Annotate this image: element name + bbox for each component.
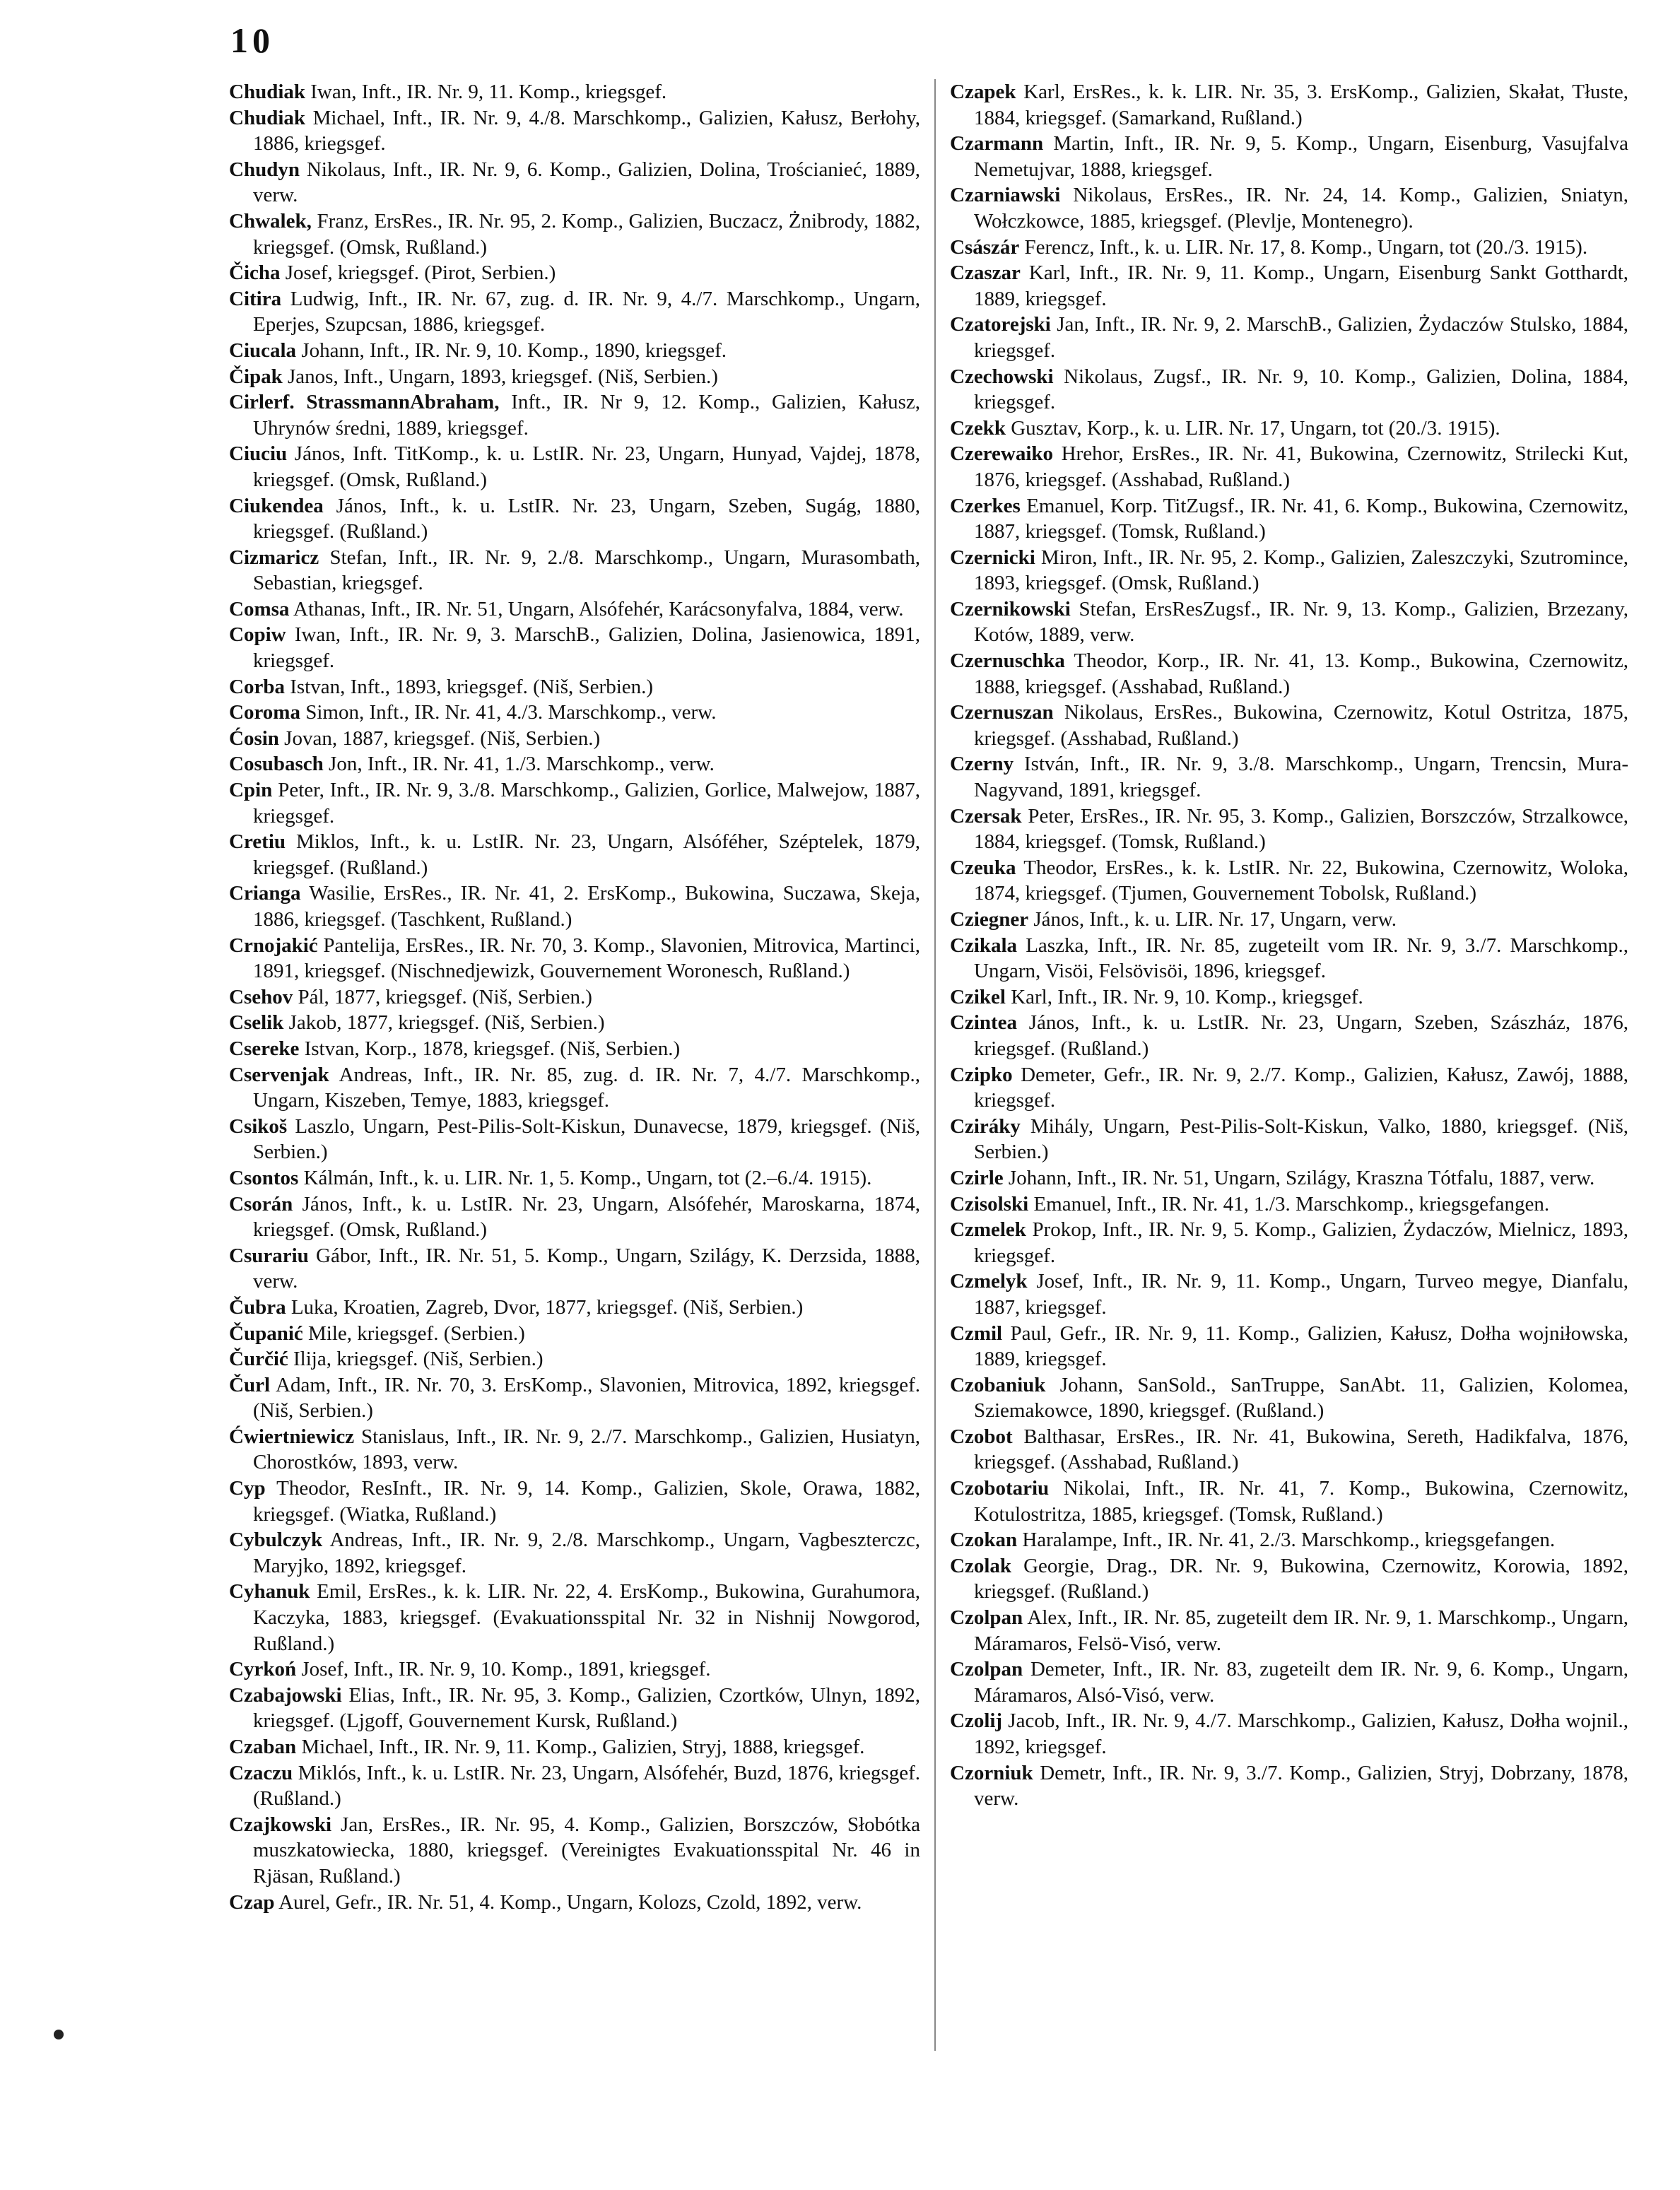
entry-details: Karl, Inft., IR. Nr. 9, 11. Komp., Ungarn, Eisenburg Sankt Gotthardt, 1889, kriegsgef. <box>974 261 1628 310</box>
entry-details: Peter, Inft., IR. Nr. 9, 3./8. Marschkomp., Galizien, Gorlice, Malwejow, 1887, kriegsgef. <box>253 779 921 828</box>
left-column <box>229 79 920 1915</box>
casualty-entry <box>950 596 1628 648</box>
casualty-entry <box>950 1372 1628 1424</box>
entry-details: Simon, Inft., IR. Nr. 41, 4./3. Marschkomp., verw. <box>305 701 717 724</box>
casualty-entry <box>950 1553 1628 1605</box>
entry-details: Laszka, Inft., IR. Nr. 85, zugeteilt vom IR. Nr. 9, 3./7. Marschkomp., Ungarn, Visöi, Felsövisöi, 1896, kriegsgef. <box>974 934 1629 983</box>
entry-surname: Czatorejski <box>950 313 1051 336</box>
casualty-entry <box>229 157 920 208</box>
entry-surname: Chudiak <box>229 106 306 129</box>
entry-surname: Czarniawski <box>950 184 1061 207</box>
entry-surname: Czaszar <box>950 261 1021 285</box>
entry-details: Athanas, Inft., IR. Nr. 51, Ungarn, Alsófehér, Karácsonyfalva, 1884, verw. <box>293 597 904 620</box>
casualty-entry <box>950 131 1628 182</box>
casualty-entry <box>950 1114 1628 1165</box>
entry-surname: Czolij <box>950 1709 1003 1733</box>
entry-details: Aurel, Gefr., IR. Nr. 51, 4. Komp., Ungarn, Kolozs, Czold, 1892, verw. <box>278 1890 862 1914</box>
casualty-entry <box>950 855 1628 907</box>
entry-details: Wasilie, ErsRes., IR. Nr. 41, 2. ErsKomp., Bukowina, Suczawa, Skeja, 1886, kriegsgef. (Taschkent, Rußland.) <box>253 882 920 931</box>
entry-details: Istvan, Inft., 1893, kriegsgef. (Niš, Serbien.) <box>290 675 654 698</box>
entry-surname: Czap <box>229 1890 275 1914</box>
entry-details: Alex, Inft., IR. Nr. 85, zugeteilt dem IR. Nr. 9, 1. Marschkomp., Ungarn, Máramaros, Felsö-Visó, verw. <box>974 1606 1628 1655</box>
casualty-entry <box>950 803 1628 855</box>
entry-details: Mile, kriegsgef. (Serbien.) <box>308 1321 525 1345</box>
entry-surname: Császár <box>950 235 1020 259</box>
entry-details: Mihály, Ungarn, Pest-Pilis-Solt-Kiskun, Valko, 1880, kriegsgef. (Niš, Serbien.) <box>974 1114 1628 1164</box>
entry-details: Adam, Inft., IR. Nr. 70, 3. ErsKomp., Slavonien, Mitrovica, 1892, kriegsgef. (Niš, Serbien.) <box>253 1373 920 1423</box>
entry-surname: Ćosin <box>229 726 279 750</box>
entry-surname: Cyrkoń <box>229 1658 297 1681</box>
entry-details: Ludwig, Inft., IR. Nr. 67, zug. d. IR. Nr. 9, 4./7. Marschkomp., Ungarn, Eperjes, Szupcsan, 1886, kriegsgef. <box>253 287 921 336</box>
entry-details: Hrehor, ErsRes., IR. Nr. 41, Bukowina, Czernowitz, Strilecki Kut, 1876, kriegsgef. (Asshabad, Rußland.) <box>974 442 1628 491</box>
casualty-entry <box>229 1812 920 1890</box>
entry-surname: Cybulczyk <box>229 1529 323 1552</box>
entry-surname: Cretiu <box>229 830 286 854</box>
casualty-entry <box>229 1165 920 1191</box>
entry-surname: Crnojakić <box>229 934 318 957</box>
casualty-entry <box>229 829 920 881</box>
entry-surname: Czerewaiko <box>950 442 1054 466</box>
entry-details: Johann, Inft., IR. Nr. 51, Ungarn, Szilágy, Kraszna Tótfalu, 1887, verw. <box>1008 1166 1595 1189</box>
entry-details: Istvan, Korp., 1878, kriegsgef. (Niš, Serbien.) <box>304 1037 681 1060</box>
casualty-entry <box>229 933 920 984</box>
entry-details: Michael, Inft., IR. Nr. 9, 4./8. Marschkomp., Galizien, Kałusz, Berłohy, 1886, kriegsgef. <box>253 106 921 155</box>
casualty-entry <box>950 260 1628 312</box>
casualty-entry <box>229 1191 920 1243</box>
casualty-entry <box>229 1760 920 1812</box>
casualty-entry <box>229 1372 920 1424</box>
entry-surname: Czobotariu <box>950 1477 1050 1500</box>
entry-surname: Ćwiertniewicz <box>229 1425 355 1448</box>
entry-details: Emil, ErsRes., k. k. LIR. Nr. 22, 4. ErsKomp., Bukowina, Gurahumora, Kaczyka, 1883, kriegsgef. (Evakuationsspital Nr. 32 in Nishnij Nowgorod, Rußland.) <box>253 1580 921 1655</box>
entry-details: Nikolaus, ErsRes., IR. Nr. 24, 14. Komp., Galizien, Sniatyn, Wołczkowce, 1885, kriegsgef. (Plevlje, Montenegro). <box>974 184 1629 232</box>
entry-surname: Czerny <box>950 753 1014 776</box>
entry-surname: Czobot <box>950 1425 1013 1448</box>
entry-details: Andreas, Inft., IR. Nr. 9, 2./8. Marschkomp., Ungarn, Vagbeszterczc, Maryjko, 1892, kriegsgef. <box>253 1529 920 1577</box>
entry-details: Nikolaus, Inft., IR. Nr. 9, 6. Komp., Galizien, Dolina, Trościanieć, 1889, verw. <box>253 158 921 207</box>
entry-details: Laszlo, Ungarn, Pest-Pilis-Solt-Kiskun, Dunavecse, 1879, kriegsgef. (Niš, Serbien.) <box>253 1114 920 1164</box>
entry-details: Josef, kriegsgef. (Pirot, Serbien.) <box>285 261 556 285</box>
entry-surname: Czmelyk <box>950 1270 1028 1293</box>
entry-details: Miron, Inft., IR. Nr. 95, 2. Komp., Galizien, Zaleszczyki, Szutromince, 1893, kriegsgef. (Omsk, Rußland.) <box>974 546 1628 595</box>
casualty-entry <box>229 674 920 700</box>
entry-details: Pál, 1877, kriegsgef. (Niš, Serbien.) <box>298 985 592 1008</box>
entry-details: Stefan, ErsResZugsf., IR. Nr. 9, 13. Komp., Galizien, Brzezany, Kotów, 1889, verw. <box>974 597 1629 647</box>
entry-surname: Czintea <box>950 1011 1018 1035</box>
casualty-entry <box>950 1268 1628 1320</box>
casualty-entry <box>229 777 920 829</box>
casualty-entry <box>229 1579 920 1656</box>
casualty-entry <box>229 726 920 752</box>
entry-details: Iwan, Inft., IR. Nr. 9, 3. MarschB., Galizien, Dolina, Jasienowica, 1891, kriegsgef. <box>253 623 920 673</box>
entry-surname: Cyhanuk <box>229 1580 310 1603</box>
casualty-entry <box>229 700 920 726</box>
entry-surname: Csurariu <box>229 1244 309 1267</box>
page-number: 10 <box>230 20 274 60</box>
casualty-entry <box>950 235 1628 261</box>
entry-details: Nikolaus, Zugsf., IR. Nr. 9, 10. Komp., Galizien, Dolina, 1884, kriegsgef. <box>974 365 1629 414</box>
entry-details: Miklós, Inft., k. u. LstIR. Nr. 23, Ungarn, Alsófehér, Buzd, 1876, kriegsgef. (Rußland.) <box>253 1761 921 1811</box>
entry-details: Demetr, Inft., IR. Nr. 9, 3./7. Komp., Galizien, Stryj, Dobrzany, 1878, verw. <box>974 1761 1628 1811</box>
casualty-entry <box>950 907 1628 933</box>
entry-surname: Cselik <box>229 1011 284 1035</box>
casualty-entry <box>950 648 1628 700</box>
casualty-entry <box>229 493 920 545</box>
entry-surname: Czernuschka <box>950 649 1065 673</box>
casualty-entry <box>950 1708 1628 1760</box>
entry-details: János, Inft., k. u. LstIR. Nr. 23, Ungarn, Szeben, Szászház, 1876, kriegsgef. (Rußland.) <box>974 1011 1629 1060</box>
entry-surname: Czaban <box>229 1736 297 1758</box>
entry-details: István, Inft., IR. Nr. 9, 3./8. Marschkomp., Ungarn, Trencsin, Mura-Nagyvand, 1891, kriegsgef. <box>974 753 1628 802</box>
entry-details: Demeter, Gefr., IR. Nr. 9, 2./7. Komp., Galizien, Kałusz, Zawój, 1888, kriegsgef. <box>974 1063 1628 1112</box>
entry-surname: Czolpan <box>950 1658 1023 1681</box>
casualty-entry <box>229 79 920 105</box>
entry-details: Jovan, 1887, kriegsgef. (Niš, Serbien.) <box>284 726 601 750</box>
casualty-entry <box>229 260 920 286</box>
entry-surname: Coroma <box>229 701 300 724</box>
entry-surname: Czmil <box>950 1321 1003 1345</box>
casualty-entry <box>950 312 1628 363</box>
casualty-entry <box>229 1527 920 1579</box>
casualty-entry <box>229 751 920 777</box>
entry-details: Emanuel, Inft., IR. Nr. 41, 1./3. Marschkomp., kriegsgefangen. <box>1033 1192 1550 1215</box>
entry-surname: Copiw <box>229 623 286 647</box>
entry-details: Emanuel, Korp. TitZugsf., IR. Nr. 41, 6. Komp., Bukowina, Czernowitz, 1887, kriegsgef. (Tomsk, Rußland.) <box>974 494 1628 543</box>
entry-surname: Czernikowski <box>950 597 1071 620</box>
entry-details: Inft., IR. Nr 9, 12. Komp., Galizien, Kałusz, Uhrynów średni, 1889, kriegsgef. <box>253 391 921 440</box>
casualty-entry <box>229 984 920 1011</box>
entry-details: Franz, ErsRes., IR. Nr. 95, 2. Komp., Galizien, Buczacz, Żnibrody, 1882, kriegsgef. (Omsk, Rußland.) <box>253 209 921 259</box>
entry-details: Balthasar, ErsRes., IR. Nr. 41, Bukowina, Sereth, Hadikfalva, 1876, kriegsgef. (Asshabad, Rußland.) <box>974 1425 1629 1474</box>
entry-details: Theodor, Korp., IR. Nr. 41, 13. Komp., Bukowina, Czernowitz, 1888, kriegsgef. (Asshabad, Rußland.) <box>974 649 1628 698</box>
entry-details: Theodor, ResInft., IR. Nr. 9, 14. Komp., Galizien, Skole, Orawa, 1882, kriegsgef. (Wiatka, Rußland.) <box>253 1477 920 1526</box>
entry-details: Prokop, Inft., IR. Nr. 9, 5. Komp., Galizien, Żydaczów, Mielnicz, 1893, kriegsgef. <box>974 1218 1628 1267</box>
entry-surname: Czersak <box>950 804 1022 828</box>
entry-details: Gábor, Inft., IR. Nr. 51, 5. Komp., Ungarn, Szilágy, K. Derzsida, 1888, verw. <box>253 1244 920 1293</box>
entry-surname: Crianga <box>229 882 301 905</box>
casualty-entry <box>950 79 1628 131</box>
entry-surname: Czarmann <box>950 132 1044 155</box>
casualty-entry <box>950 545 1628 596</box>
entry-details: Josef, Inft., IR. Nr. 9, 11. Komp., Ungarn, Turveo megye, Dianfalu, 1887, kriegsgef. <box>974 1270 1629 1319</box>
entry-details: Kálmán, Inft., k. u. LIR. Nr. 1, 5. Komp., Ungarn, tot (2.–6./4. 1915). <box>303 1166 872 1189</box>
casualty-entry <box>229 1036 920 1062</box>
casualty-entry <box>950 493 1628 545</box>
entry-surname: Czorniuk <box>950 1761 1033 1784</box>
casualty-entry <box>950 1476 1628 1527</box>
entry-details: Theodor, ErsRes., k. k. LstIR. Nr. 22, Bukowina, Czernowitz, Woloka, 1874, kriegsgef. (Tjumen, Gouvernement Tobolsk, Rußland.) <box>974 856 1628 905</box>
entry-details: Nikolaus, ErsRes., Bukowina, Czernowitz, Kotul Ostritza, 1875, kriegsgef. (Asshabad, Rußland.) <box>974 701 1628 750</box>
ink-dot-mark <box>54 2030 64 2039</box>
entry-details: Jan, Inft., IR. Nr. 9, 2. MarschB., Galizien, Żydaczów Stulsko, 1884, kriegsgef. <box>974 313 1628 362</box>
entry-surname: Ciuciu <box>229 442 288 466</box>
casualty-entry <box>950 182 1628 234</box>
entry-surname: Citira <box>229 287 282 310</box>
entry-surname: Czipko <box>950 1063 1013 1086</box>
entry-details: Stefan, Inft., IR. Nr. 9, 2./8. Marschkomp., Ungarn, Murasombath, Sebastian, kriegsgef. <box>253 546 920 595</box>
entry-details: Georgie, Drag., DR. Nr. 9, Bukowina, Czernowitz, Korowia, 1892, kriegsgef. (Rußland.) <box>974 1554 1628 1603</box>
casualty-entry <box>229 1321 920 1347</box>
entry-details: Miklos, Inft., k. u. LstIR. Nr. 23, Ungarn, Alsóféher, Széptelek, 1879, kriegsgef. (Rußland.) <box>253 830 920 879</box>
entry-surname: Čipak <box>229 365 283 388</box>
casualty-entry <box>229 1734 920 1760</box>
casualty-entry <box>950 416 1628 442</box>
casualty-entry <box>229 622 920 673</box>
entry-details: Nikolai, Inft., IR. Nr. 41, 7. Komp., Bukowina, Czernowitz, Kotulostritza, 1885, kriegsgef. (Tomsk, Rußland.) <box>974 1477 1628 1526</box>
entry-details: Demeter, Inft., IR. Nr. 83, zugeteilt dem IR. Nr. 9, 6. Komp., Ungarn, Máramaros, Alsó-Visó, verw. <box>974 1658 1628 1707</box>
entry-details: János, Inft., k. u. LstIR. Nr. 23, Ungarn, Szeben, Sugág, 1880, kriegsgef. (Rußland.) <box>253 494 921 543</box>
entry-details: Stanislaus, Inft., IR. Nr. 9, 2./7. Marschkomp., Galizien, Husiatyn, Chorostków, 1893, verw. <box>253 1425 921 1474</box>
entry-surname: Cirlerf. StrassmannAbraham, <box>229 391 500 414</box>
casualty-entry <box>950 1760 1628 1812</box>
casualty-entry <box>229 208 920 260</box>
entry-surname: Czikel <box>950 985 1006 1008</box>
entry-surname: Czisolski <box>950 1192 1029 1215</box>
casualty-entry <box>229 389 920 441</box>
casualty-entry <box>229 1476 920 1527</box>
entry-surname: Czernicki <box>950 546 1035 569</box>
entry-surname: Czekk <box>950 416 1006 440</box>
entry-surname: Corba <box>229 675 285 698</box>
entry-surname: Cziráky <box>950 1114 1021 1138</box>
entry-surname: Ciukendea <box>229 494 324 517</box>
casualty-entry <box>229 596 920 623</box>
entry-surname: Csereke <box>229 1037 300 1060</box>
entry-surname: Czernuszan <box>950 701 1054 724</box>
right-column <box>950 79 1628 1812</box>
entry-surname: Czabajowski <box>229 1683 342 1707</box>
casualty-entry <box>950 364 1628 416</box>
casualty-entry <box>950 1605 1628 1656</box>
entry-surname: Čupanić <box>229 1321 303 1345</box>
entry-surname: Čubra <box>229 1295 286 1319</box>
entry-details: Jon, Inft., IR. Nr. 41, 1./3. Marschkomp., verw. <box>329 753 715 776</box>
entry-surname: Csontos <box>229 1166 299 1189</box>
entry-details: János, Inft., k. u. LstIR. Nr. 23, Ungarn, Alsófehér, Maroskarna, 1874, kriegsgef. (Omsk, Rußland.) <box>253 1192 920 1242</box>
entry-details: Haralampe, Inft., IR. Nr. 41, 2./3. Marschkomp., kriegsgefangen. <box>1022 1529 1556 1552</box>
casualty-entry <box>229 881 920 932</box>
entry-details: Ferencz, Inft., k. u. LIR. Nr. 17, 8. Komp., Ungarn, tot (20./3. 1915). <box>1024 235 1588 259</box>
entry-surname: Comsa <box>229 597 290 620</box>
entry-details: Johann, SanSold., SanTruppe, SanAbt. 11, Galizien, Kolomea, Sziemakowce, 1890, kriegsgef. (Rußland.) <box>974 1373 1628 1423</box>
entry-surname: Csikoš <box>229 1114 288 1138</box>
entry-surname: Czeuka <box>950 856 1016 879</box>
casualty-entry <box>229 1656 920 1683</box>
entry-surname: Czajkowski <box>229 1813 332 1836</box>
entry-details: Martin, Inft., IR. Nr. 9, 5. Komp., Ungarn, Eisenburg, Vasujfalva Nemetujvar, 1888, kriegsgef. <box>974 132 1629 181</box>
entry-details: Karl, ErsRes., k. k. LIR. Nr. 35, 3. ErsKomp., Galizien, Skałat, Tłuste, 1884, kriegsgef. (Samarkand, Rußland.) <box>974 81 1629 129</box>
entry-surname: Ciucala <box>229 338 297 362</box>
entry-details: Jan, ErsRes., IR. Nr. 95, 4. Komp., Galizien, Borszczów, Słobótka muszkatowiecka, 1880, kriegsgef. (Vereinigtes Evakuationsspital Nr. 46 in Rjäsan, Rußland.) <box>253 1813 920 1888</box>
casualty-entry <box>229 1114 920 1165</box>
entry-details: János, Inft., k. u. LIR. Nr. 17, Ungarn, verw. <box>1033 908 1397 931</box>
casualty-entry <box>950 1656 1628 1708</box>
casualty-entry <box>950 1321 1628 1372</box>
casualty-entry <box>950 1527 1628 1553</box>
entry-details: Josef, Inft., IR. Nr. 9, 10. Komp., 1891, kriegsgef. <box>301 1658 711 1681</box>
entry-details: Peter, ErsRes., IR. Nr. 95, 3. Komp., Galizien, Borszczów, Strzalkowce, 1884, kriegsgef. (Tomsk, Rußland.) <box>974 804 1628 854</box>
entry-surname: Cservenjak <box>229 1063 329 1086</box>
casualty-entry <box>229 1295 920 1321</box>
entry-surname: Czerkes <box>950 494 1021 517</box>
casualty-entry <box>229 441 920 493</box>
casualty-entry <box>950 1062 1628 1114</box>
casualty-entry <box>950 441 1628 493</box>
entry-surname: Czaczu <box>229 1761 293 1784</box>
casualty-entry <box>950 1217 1628 1268</box>
entry-surname: Czikala <box>950 934 1018 957</box>
entry-details: Jacob, Inft., IR. Nr. 9, 4./7. Marschkomp., Galizien, Kałusz, Dołha wojnil., 1892, kriegsgef. <box>974 1709 1629 1758</box>
entry-details: Michael, Inft., IR. Nr. 9, 11. Komp., Galizien, Stryj, 1888, kriegsgef. <box>301 1736 865 1758</box>
entry-surname: Chudyn <box>229 158 300 181</box>
entry-surname: Čicha <box>229 261 281 285</box>
entry-details: Elias, Inft., IR. Nr. 95, 3. Komp., Galizien, Czortków, Ulnyn, 1892, kriegsgef. (Ljgoff, Gouvernement Kursk, Rußland.) <box>253 1683 921 1733</box>
entry-surname: Cizmaricz <box>229 546 319 569</box>
entry-details: Pantelija, ErsRes., IR. Nr. 70, 3. Komp., Slavonien, Mitrovica, Martinci, 1891, kriegsgef. (Nischnedjewizk, Gouvernement Woronesch, Rußland.) <box>253 934 920 983</box>
entry-surname: Czokan <box>950 1529 1018 1552</box>
casualty-entry <box>950 984 1628 1011</box>
casualty-entry <box>229 364 920 390</box>
entry-surname: Czapek <box>950 81 1016 103</box>
casualty-entry <box>950 1010 1628 1061</box>
entry-surname: Chudiak <box>229 81 306 103</box>
entry-details: Johann, Inft., IR. Nr. 9, 10. Komp., 1890, kriegsgef. <box>301 338 727 362</box>
entry-details: Luka, Kroatien, Zagreb, Dvor, 1877, kriegsgef. (Niš, Serbien.) <box>290 1295 804 1319</box>
entry-surname: Cpin <box>229 779 273 802</box>
entry-details: Iwan, Inft., IR. Nr. 9, 11. Komp., kriegsgef. <box>310 81 667 103</box>
entry-surname: Čurčić <box>229 1348 288 1371</box>
entry-details: Gusztav, Korp., k. u. LIR. Nr. 17, Ungarn, tot (20./3. 1915). <box>1011 416 1500 440</box>
casualty-entry <box>950 933 1628 984</box>
column-divider <box>934 79 936 2051</box>
entry-surname: Chwalek, <box>229 209 312 232</box>
entry-details: Andreas, Inft., IR. Nr. 85, zug. d. IR. Nr. 7, 4./7. Marschkomp., Ungarn, Kiszeben, Temye, 1883, kriegsgef. <box>253 1063 920 1112</box>
entry-details: Paul, Gefr., IR. Nr. 9, 11. Komp., Galizien, Kałusz, Dołha wojniłowska, 1889, kriegsgef. <box>974 1321 1629 1371</box>
entry-surname: Csorán <box>229 1192 293 1215</box>
entry-surname: Czirle <box>950 1166 1004 1189</box>
entry-details: Ilija, kriegsgef. (Niš, Serbien.) <box>293 1348 544 1371</box>
entry-details: Karl, Inft., IR. Nr. 9, 10. Komp., kriegsgef. <box>1011 985 1363 1008</box>
casualty-entry <box>950 751 1628 803</box>
casualty-entry <box>950 700 1628 751</box>
casualty-entry <box>229 1243 920 1295</box>
entry-surname: Čurl <box>229 1373 270 1396</box>
casualty-entry <box>229 1890 920 1916</box>
casualty-entry <box>229 1683 920 1734</box>
casualty-entry <box>229 1346 920 1372</box>
casualty-entry <box>229 105 920 157</box>
entry-surname: Czolak <box>950 1554 1011 1577</box>
entry-details: Jakob, 1877, kriegsgef. (Niš, Serbien.) <box>288 1011 605 1035</box>
entry-surname: Czobaniuk <box>950 1373 1046 1396</box>
casualty-entry <box>950 1424 1628 1476</box>
casualty-entry <box>950 1191 1628 1218</box>
casualty-entry <box>229 545 920 596</box>
casualty-entry <box>229 286 920 338</box>
entry-surname: Czolpan <box>950 1606 1023 1630</box>
entry-surname: Cyp <box>229 1477 266 1500</box>
casualty-entry <box>950 1165 1628 1191</box>
casualty-entry <box>229 338 920 364</box>
entry-surname: Cosubasch <box>229 753 324 776</box>
casualty-entry <box>229 1062 920 1114</box>
casualty-entry <box>229 1424 920 1476</box>
entry-surname: Cziegner <box>950 908 1029 931</box>
casualty-entry <box>229 1010 920 1036</box>
entry-details: János, Inft. TitKomp., k. u. LstIR. Nr. 23, Ungarn, Hunyad, Vajdej, 1878, kriegsgef. (Omsk, Rußland.) <box>253 442 920 491</box>
entry-details: Janos, Inft., Ungarn, 1893, kriegsgef. (Niš, Serbien.) <box>288 365 718 388</box>
entry-surname: Czmelek <box>950 1218 1026 1242</box>
entry-surname: Czechowski <box>950 365 1054 388</box>
entry-surname: Csehov <box>229 985 293 1008</box>
